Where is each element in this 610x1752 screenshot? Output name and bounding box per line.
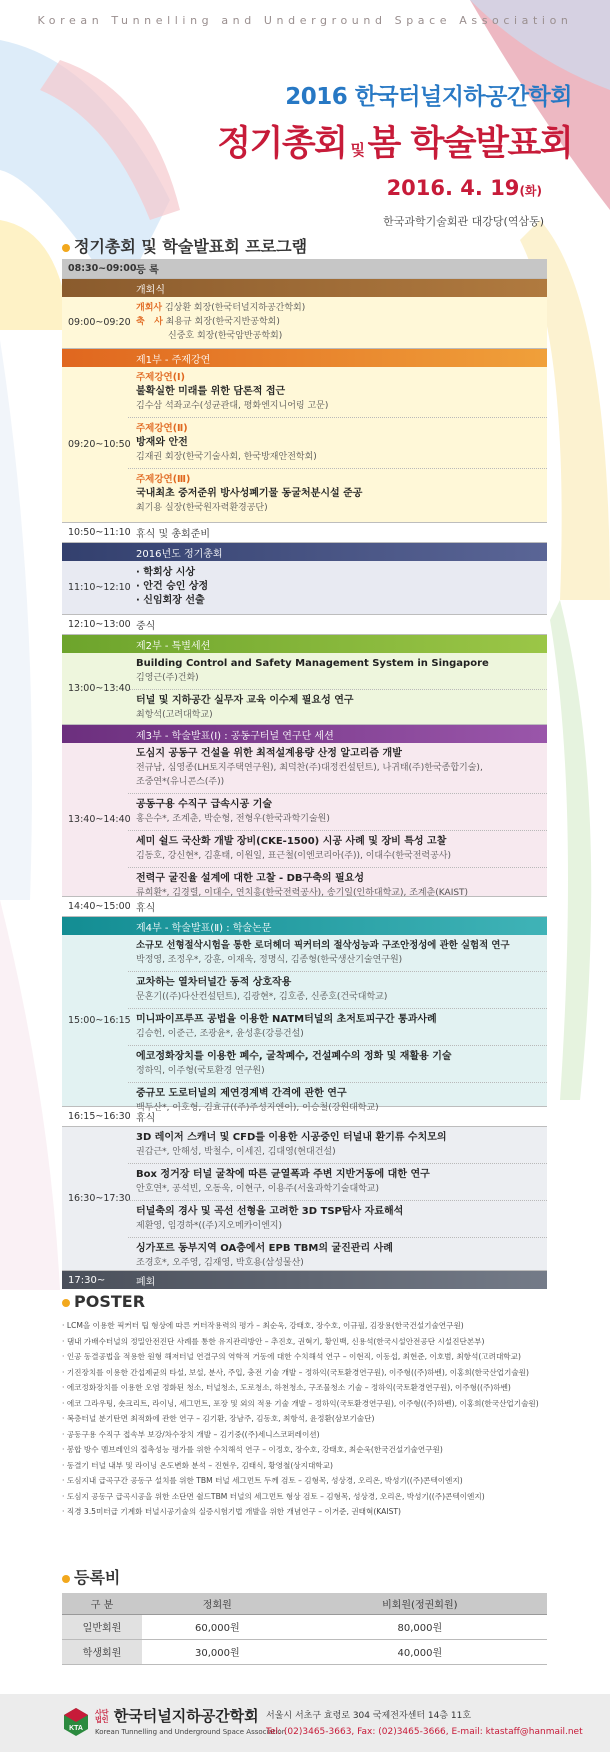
talk-speaker: 안호연*, 공석빈, 오동욱, 이현구, 이용주(서울과학기술대학교) (136, 1184, 380, 1194)
poster-item: · 기진장치를 이용한 간섭제균의 타설, 보설, 분사, 주입, 충전 기술 개발 – 정하익(국토환경연구원), 이주형((주)하벤), 이홍희(한국산업기술원) (62, 1367, 529, 1377)
keynote-label: 주제강연(Ⅱ) (136, 423, 188, 434)
talk-title: 터널 및 지하공간 실무자 교육 이수제 필요성 연구 (136, 695, 354, 706)
talk-speaker: 김수삼 석좌교수(성균관대, 평화엔지니어링 고문) (136, 401, 329, 411)
opening-line: 신중호 회장(한국암반공학회) (168, 331, 283, 341)
org-prefix: 사단 법인 (95, 1708, 109, 1724)
part4-bar: 제4부 - 학술발표(Ⅱ) : 학술논문 (62, 917, 547, 935)
poster-item: · 직경 3.5미터급 기계화 터널시공기술의 실증시험기법 개발을 위한 개념연구 – 이거준, 권태혁(KAIST) (62, 1507, 401, 1516)
event-title-line1: 2016 한국터널지하공간학회 (285, 84, 572, 110)
talk-title: 중규모 도로터널의 제연경계벽 간격에 관한 연구 (136, 1088, 347, 1099)
fee-header: 비회원(정권회원) (293, 1593, 547, 1614)
keynote-item (128, 367, 547, 418)
row-label: 등 록 (136, 265, 159, 276)
talk-speaker: 제환영, 임경하*((주)지오메카이엔지) (136, 1221, 282, 1231)
line-text: 김상환 회장(한국터널지하공간학회) (164, 303, 306, 313)
org-english-name: Korean Tunnelling and Underground Space Association (95, 1728, 287, 1736)
contact-line: Tel: (02)3465-3663, Fax: (02)3465-3666, E-mail: ktastaff@hanmail.net (266, 1727, 583, 1737)
opening-bar: 개회식 (62, 279, 547, 297)
talk-title: Building Control and Safety Management System in Singapore (136, 658, 489, 669)
part5-block (62, 1127, 547, 1271)
row-time: 15:00~16:15 (68, 1015, 131, 1026)
agm-bar: 2016년도 정기총회 (62, 543, 547, 561)
fee-header: 정회원 (142, 1593, 293, 1614)
break-row (62, 523, 547, 543)
keynote-label: 주제강연(Ⅲ) (136, 474, 191, 485)
opening-line (136, 315, 539, 329)
bullet-dot-icon (62, 1299, 70, 1307)
logo-text: KTA (69, 1725, 83, 1732)
society-english-name: Korean Tunnelling and Underground Space Association (37, 14, 573, 27)
poster-item: · 동결기 터널 내부 및 라이닝 온도변화 분석 – 진현우, 김태식, 황영철(상지대학교) (62, 1460, 333, 1470)
lunch-row (62, 615, 547, 635)
talk-item (128, 743, 547, 794)
poster-list (62, 1318, 562, 1520)
part3-block (62, 743, 547, 897)
talk-speaker: 김승헌, 이준근, 조광윤*, 윤성훈(강릉건설) (136, 1029, 304, 1039)
row-label: 휴식 (136, 1113, 156, 1124)
talk-item (128, 794, 547, 831)
talk-item (128, 1238, 547, 1274)
break-row (62, 1107, 547, 1127)
agm-item: · 신임회장 선출 (136, 595, 205, 606)
title-and: 및 (350, 141, 364, 159)
talk-item (128, 653, 547, 690)
agm-block (62, 561, 547, 615)
row-time: 09:20~10:50 (68, 439, 131, 450)
poster-item: · 인공 동결공법을 적용한 원형 해저터널 연결구의 역학적 거동에 대한 수치해석 연구 – 이현직, 이동섭, 최현준, 이호범, 최항석(고려대학교) (62, 1352, 521, 1361)
fee-category: 학생회원 (62, 1639, 142, 1664)
row-time: 12:10~13:00 (68, 619, 131, 630)
talk-speaker: 백두산*, 이호형, 김효규((주)주성지엔이), 이승철(강원대학교) (136, 1103, 379, 1113)
org-name-text: 한국터널지하공간학회 (113, 1707, 259, 1725)
talk-title: 싱가포르 동부지역 OA층에서 EPB TBM의 굴진관리 사례 (136, 1243, 393, 1254)
event-title-line2 (217, 116, 572, 166)
row-time: 10:50~11:10 (68, 527, 131, 538)
talk-title: 세미 쉴드 국산화 개발 장비(CKE-1500) 시공 사례 및 장비 특성 고찰 (136, 836, 447, 847)
bullet-dot-icon (62, 244, 70, 252)
talk-speaker: 류희환*, 김경렬, 이대수, 연치흥(한국전력공사), 송기일(인하대학교), 조계춘(KAIST) (136, 888, 469, 898)
row-time: 13:40~14:40 (68, 814, 131, 825)
talk-title: 소규모 선형절삭시험을 통한 로더헤더 픽커터의 절삭성능과 구조안정성에 관한 실험적 연구 (136, 940, 510, 951)
talk-title: 도심지 공동구 건설을 위한 최적설계용량 산정 알고리즘 개발 (136, 748, 402, 759)
fee-header: 구 분 (62, 1593, 142, 1614)
fee-row (62, 1639, 547, 1664)
poster-item: · 에코정화장치를 이용한 오염 정화된 청소, 터널청소, 도로청소, 하천청소, 구조물청소 기술 – 정하익(국토환경연구원), 이주형((주)하벤) (62, 1383, 511, 1392)
keynote-label: 주제강연(Ⅰ) (136, 372, 185, 383)
talk-speaker: 박정영, 조정우*, 강훈, 이재욱, 정명식, 김종형(한국생산기술연구원) (136, 955, 403, 965)
line-role: 개회사 (136, 303, 163, 313)
talk-speaker: 최항석(고려대학교) (136, 710, 213, 720)
program-section-title (62, 234, 307, 257)
fee-header-row (62, 1593, 547, 1614)
part2-block (62, 653, 547, 725)
talk-speaker: 조중연*(유니콘스(주)) (136, 777, 225, 787)
part1-bar: 제1부 - 주제강연 (62, 349, 547, 367)
poster-section-title (62, 1292, 145, 1311)
poster-item: · 봉합 방수 멤브레인의 접촉성능 평가를 위한 수치해석 연구 – 이정호, 장수호, 강태호, 최순욱(한국건설기술연구원) (62, 1445, 443, 1454)
talk-item (128, 1009, 547, 1046)
program-section-title-text: 정기총회 및 학술발표회 프로그램 (74, 237, 308, 256)
talk-speaker: 김재권 회장(한국기술사회, 한국방재안전학회) (136, 452, 317, 462)
org-name (95, 1705, 259, 1726)
row-time: 09:00~09:20 (68, 317, 131, 328)
fee-table (62, 1593, 547, 1665)
row-label: 중식 (136, 621, 156, 632)
talk-title: 미니파이프루프 공법을 이용한 NATM터널의 초저토피구간 통과사례 (136, 1014, 437, 1025)
bullet-dot-icon (62, 1575, 70, 1583)
kta-logo-icon (63, 1707, 89, 1737)
talk-title: 에코정화장치를 이용한 폐수, 굴착폐수, 건설폐수의 정화 및 재활용 기술 (136, 1051, 452, 1062)
fee-nonmember: 40,000원 (293, 1639, 547, 1664)
row-time: 11:10~12:10 (68, 582, 131, 593)
row-time: 13:00~13:40 (68, 683, 131, 694)
talk-speaker: 최기용 실장(한국원자력환경공단) (136, 503, 268, 513)
part3-bar: 제3부 - 학술발표(Ⅰ) : 공동구터널 연구단 세션 (62, 725, 547, 743)
talk-speaker: 홍은수*, 조계춘, 박순형, 전형우(한국과학기술원) (136, 814, 330, 824)
poster-title-text: POSTER (74, 1292, 146, 1311)
talk-speaker: 전규남, 심영종(LH토지주택연구원), 최덕찬(주)대정컨설턴트), 나귀태(주)한국종합기술), (136, 763, 483, 773)
talk-speaker: 문혼기((주)다산컨설턴트), 김광현*, 김호종, 신종호(건국대학교) (136, 992, 388, 1002)
fee-section-title (62, 1565, 120, 1588)
poster-item: · 에코 그라우팅, 숏크리트, 라이닝, 세그먼트, 포장 및 외의 적용 기술 개발 – 정하익(국토환경연구원), 이주형((주)하벤), 이홍희(한국산업기술원) (62, 1398, 539, 1408)
row-label: 휴식 (136, 903, 156, 914)
talk-title: 불확실한 미래를 위한 담론적 접근 (136, 386, 286, 397)
fee-nonmember: 80,000원 (293, 1614, 547, 1639)
part2-bar: 제2부 - 특별세션 (62, 635, 547, 653)
poster-item: · 공동구용 수직구 접속부 보강/차수장치 개발 – 김기중((주)세니스코퍼레이션) (62, 1429, 320, 1439)
poster-item: · 댐내 가배수터널의 정밀안전진단 사례를 통한 유지관리방안 – 추진호, 권혁기, 황인백, 신용석(한국시설안전공단 시설진단본부) (62, 1336, 485, 1346)
event-venue: 한국과학기술회관 대강당(역삼동) (383, 215, 544, 228)
line-text: 최용규 회장(한국지반공학회) (165, 317, 280, 327)
program-table (62, 259, 547, 1289)
talk-speaker: 권갑근*, 안해성, 박철수, 이세진, 김대영(현대건설) (136, 1147, 336, 1157)
row-label: 폐회 (136, 1276, 156, 1288)
talk-item (128, 1127, 547, 1164)
poster-item: · LCM을 이용한 픽커터 팁 형상에 따른 커터작용력의 평가 – 최순욱, 강태호, 장수호, 이규필, 김장용(한국건설기술연구원) (62, 1321, 464, 1330)
fee-member: 60,000원 (142, 1614, 293, 1639)
agm-item: · 안건 승인 상정 (136, 581, 209, 592)
row-time: 08:30~09:00 (68, 263, 137, 274)
talk-title: 교차하는 열차터널간 동적 상호작용 (136, 977, 292, 988)
fee-member: 30,000원 (142, 1639, 293, 1664)
break-row (62, 897, 547, 917)
talk-item (128, 1046, 547, 1083)
talk-speaker: 조경호*, 오주영, 김재영, 박호용(삼성물산) (136, 1258, 304, 1268)
contact-info (266, 1708, 583, 1740)
talk-speaker: 김동호, 강신현*, 김훈태, 이원일, 표근철(이엔코리아(주)), 이대수(한국전력공사) (136, 851, 451, 861)
part1-block (62, 367, 547, 523)
talk-speaker: 김영근(주)건화) (136, 673, 199, 683)
row-time: 16:15~16:30 (68, 1111, 131, 1122)
title-part-a: 정기총회 (217, 124, 347, 164)
talk-item (128, 935, 547, 972)
talk-title: 국내최초 중저준위 방사성폐기물 동굴처분시설 준공 (136, 488, 363, 499)
row-time: 14:40~15:00 (68, 901, 131, 912)
poster-item: · 도심지 공동구 급곡시공을 위한 소단면 쉴드TBM 터널의 세그먼트 형상 검토 – 김형목, 성상경, 오리온, 박성기((주)콘텍이엔지) (62, 1491, 485, 1501)
opening-line (136, 301, 539, 315)
talk-title: 전력구 굴진율 설계에 대한 고찰 - DB구축의 필요성 (136, 873, 364, 884)
event-date-day: (화) (519, 184, 542, 198)
line-role: 축 사 (136, 317, 163, 327)
footer (0, 1694, 610, 1752)
talk-item (128, 690, 547, 726)
fee-title-text: 등록비 (74, 1568, 121, 1587)
row-time: 17:30~ (68, 1274, 106, 1286)
opening-block (62, 297, 547, 349)
talk-item (128, 1201, 547, 1238)
talk-title: Box 정거장 터널 굴착에 따른 균열폭과 주변 지반거동에 대한 연구 (136, 1169, 430, 1180)
registration-row (62, 259, 547, 279)
row-time: 16:30~17:30 (68, 1193, 131, 1204)
talk-title: 공동구용 수직구 급속시공 기술 (136, 799, 273, 810)
talk-item (128, 972, 547, 1009)
row-label: 휴식 및 총회준비 (136, 529, 210, 540)
talk-title: 방재와 안전 (136, 437, 188, 448)
talk-title: 3D 레이저 스캐너 및 CFD를 이용한 시공중인 터널내 환기류 수치모의 (136, 1132, 447, 1143)
talk-title: 터널축의 경사 및 곡선 선형을 고려한 3D TSP탐사 자료해석 (136, 1206, 404, 1217)
agm-item: · 학회상 시상 (136, 567, 196, 578)
poster-item: · 복층터널 분기탄면 최적화에 관한 연구 – 김기환, 장남주, 김동호, 최항석, 윤정환(삼보기술단) (62, 1414, 375, 1423)
keynote-item (128, 469, 547, 519)
poster-item: · 도심지내 급곡구간 공동구 설치를 위한 TBM 터널 세그먼트 두께 검토 – 김형목, 성상경, 오리온, 박성기((주)콘텍이엔지) (62, 1476, 463, 1485)
keynote-item (128, 418, 547, 469)
fee-category: 일반회원 (62, 1614, 142, 1639)
talk-item (128, 831, 547, 868)
talk-item (128, 1164, 547, 1201)
event-date-value: 2016. 4. 19 (386, 176, 520, 200)
title-part-b: 봄 학술발표회 (367, 124, 572, 164)
talk-speaker: 정하익, 이주형(국토환경 연구원) (136, 1066, 265, 1076)
address: 서울시 서초구 효령로 304 국제전자센터 14층 11호 (266, 1711, 472, 1721)
fee-row (62, 1614, 547, 1639)
event-date (387, 176, 542, 200)
part4-block (62, 935, 547, 1113)
